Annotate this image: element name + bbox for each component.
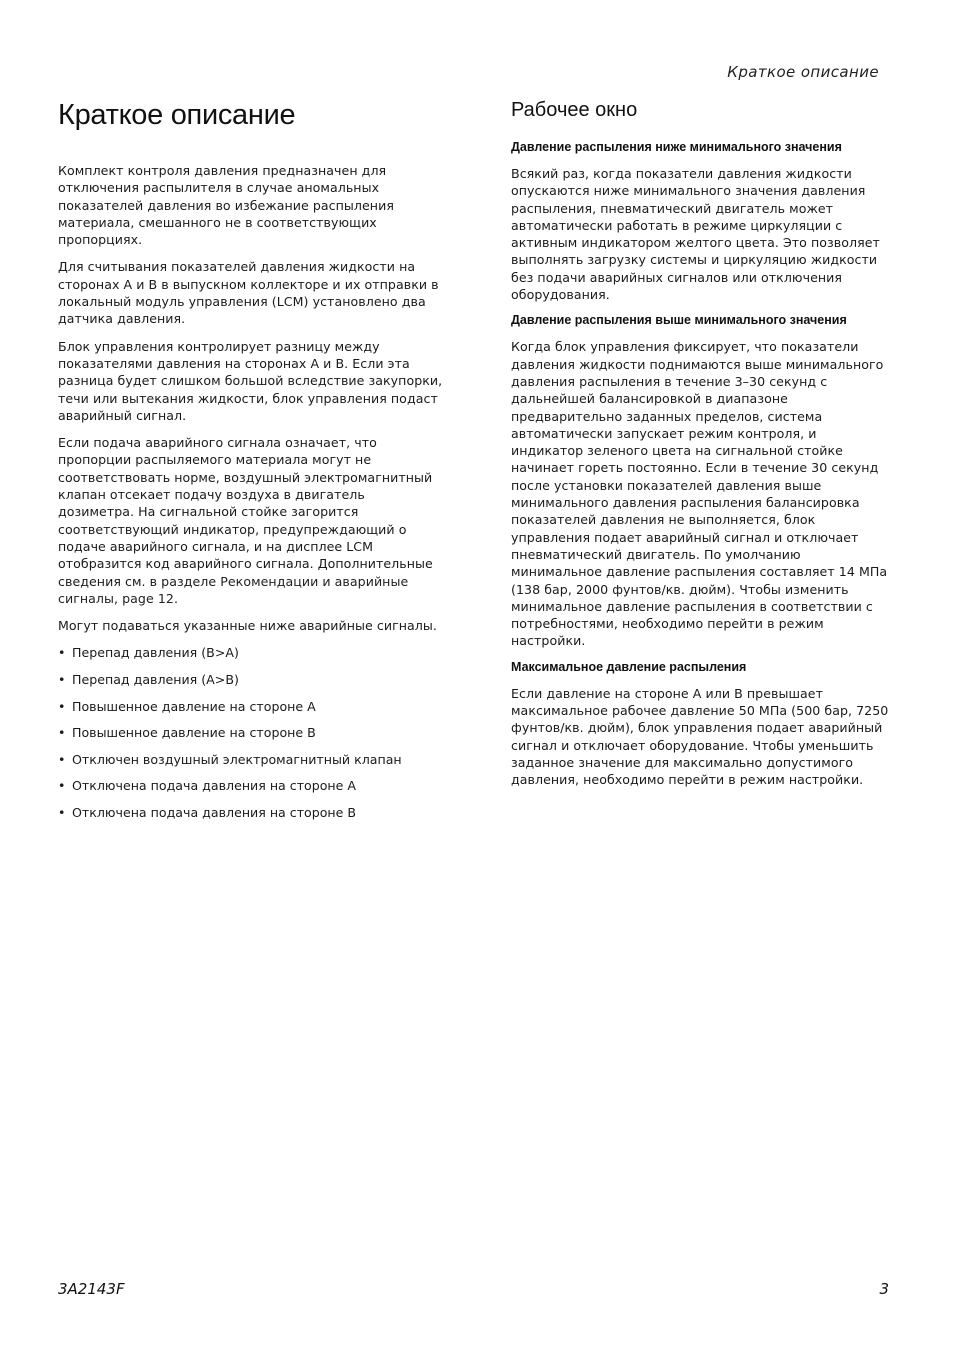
list-item — [58, 671, 443, 688]
list-item — [58, 751, 443, 768]
subsection-heading-above-min: Давление распыления выше минимального значения — [511, 313, 847, 328]
page-title: Краткое описание — [58, 99, 296, 131]
right-column — [511, 96, 891, 799]
paragraph-control: Блок управления контролирует разницу между показателями давления на сторонах A и B. Если эта разница будет слишком большой вследствие закупорки, течи или вытекания жидкости, блок управления подаст аварийный сигнал. — [58, 338, 443, 423]
alarm-label: Отключена подача давления на стороне A — [72, 778, 357, 794]
subsection-text-max: Если давление на стороне A или B превышает максимальное рабочее давление 50 МПа (500 бар, 7250 фунтов/кв. дюйм), блок управления подает аварийный сигнал и отключает оборудование. Чтобы уменьшить заданное значение для максимально допустимого давления, необходимо перейти в режим настройки. — [511, 685, 889, 788]
bullet-icon: • — [58, 672, 66, 688]
alarm-label: Повышенное давление на стороне B — [72, 725, 316, 741]
running-header: Краткое описание — [727, 63, 879, 81]
subsection-text-above-min: Когда блок управления фиксирует, что показатели давления жидкости поднимаются выше минимального давления распыления в течение 3–30 секунд с дальнейшей балансировкой в диапазоне предварительно заданных пределов, система автоматически запускает режим контроля, и индикатор зеленого цвета на сигнальной стойке начинает гореть постоянно. Если в течение 30 секунд после установки показателей давления выше минимального давления распыления балансировка показателей давления не выполняется, блок управления подает аварийный сигнал и отключает пневматический двигатель. По умолчанию минимальное давление распыления составляет 14 МПа (138 бар, 2000 фунтов/кв. дюйм). Чтобы изменить минимальное давление распыления в соответствии с потребностями, необходимо перейти в режим настройки. — [511, 339, 888, 649]
alarm-label: Отключена подача давления на стороне B — [72, 804, 357, 820]
bullet-icon: • — [58, 804, 66, 820]
section-title: Рабочее окно — [511, 99, 638, 121]
list-item — [58, 777, 443, 794]
paragraph-alarm-action — [58, 434, 443, 607]
alarm-label: Перепад давления (B>A) — [72, 645, 239, 661]
list-item — [58, 804, 443, 821]
subsection-heading-below-min: Давление распыления ниже минимального значения — [511, 140, 842, 154]
bullet-icon: • — [58, 698, 66, 714]
list-intro: Могут подаваться указанные ниже аварийные сигналы. — [58, 618, 437, 634]
document-number: 3A2143F — [58, 1280, 125, 1298]
paragraph-sensors: Для считывания показателей давления жидкости на сторонах A и B в выпускном коллекторе и их отправки в локальный модуль управления (LCM) установлено два датчика давления. — [58, 259, 439, 327]
paragraph-purpose: Комплект контроля давления предназначен для отключения распылителя в случае аномальных показателей давления во избежание распыления материала, смешанного не в соответствующих пропорциях. — [58, 163, 394, 248]
paragraph-alarm-text: Если подача аварийного сигнала означает, что пропорции распыляемого материала могут не соответствовать норме, воздушный электромагнитный клапан отсекает подачу воздуха в двигатель дозиметра. На сигнальной стойке загорится соответствующий индикатор, предупреждающий о подаче аварийного сигнала, и на дисплее LCM отобразится код аварийного сигнала. Дополнительные сведения см. в разделе — [58, 435, 433, 589]
bullet-icon: • — [58, 751, 66, 767]
subsection-heading-max: Максимальное давление распыления — [511, 659, 747, 674]
bullet-icon: • — [58, 645, 66, 661]
left-column — [58, 96, 443, 831]
bullet-icon: • — [58, 725, 66, 741]
list-item — [58, 698, 443, 715]
list-item — [58, 644, 443, 661]
alarm-label: Перепад давления (A>B) — [72, 672, 239, 688]
list-item — [58, 724, 443, 741]
page-number: 3 — [879, 1280, 889, 1298]
bullet-icon: • — [58, 778, 66, 794]
alarm-list — [58, 644, 443, 821]
alarm-label: Повышенное давление на стороне A — [72, 698, 316, 714]
subsection-text-below-min: Всякий раз, когда показатели давления жидкости опускаются ниже минимального значения давления распыления, пневматический двигатель может автоматически работать в режиме циркуляции с активным индикатором желтого цвета. Это позволяет выполнять загрузку системы и циркуляцию жидкости без подачи аварийных сигналов или отключения оборудования. — [511, 166, 880, 303]
alarm-label: Отключен воздушный электромагнитный клапан — [72, 751, 402, 767]
paragraph-alarm-end: . — [173, 590, 179, 606]
cross-reference-link[interactable]: Рекомендации и аварийные сигналы, page 12 — [58, 573, 409, 606]
